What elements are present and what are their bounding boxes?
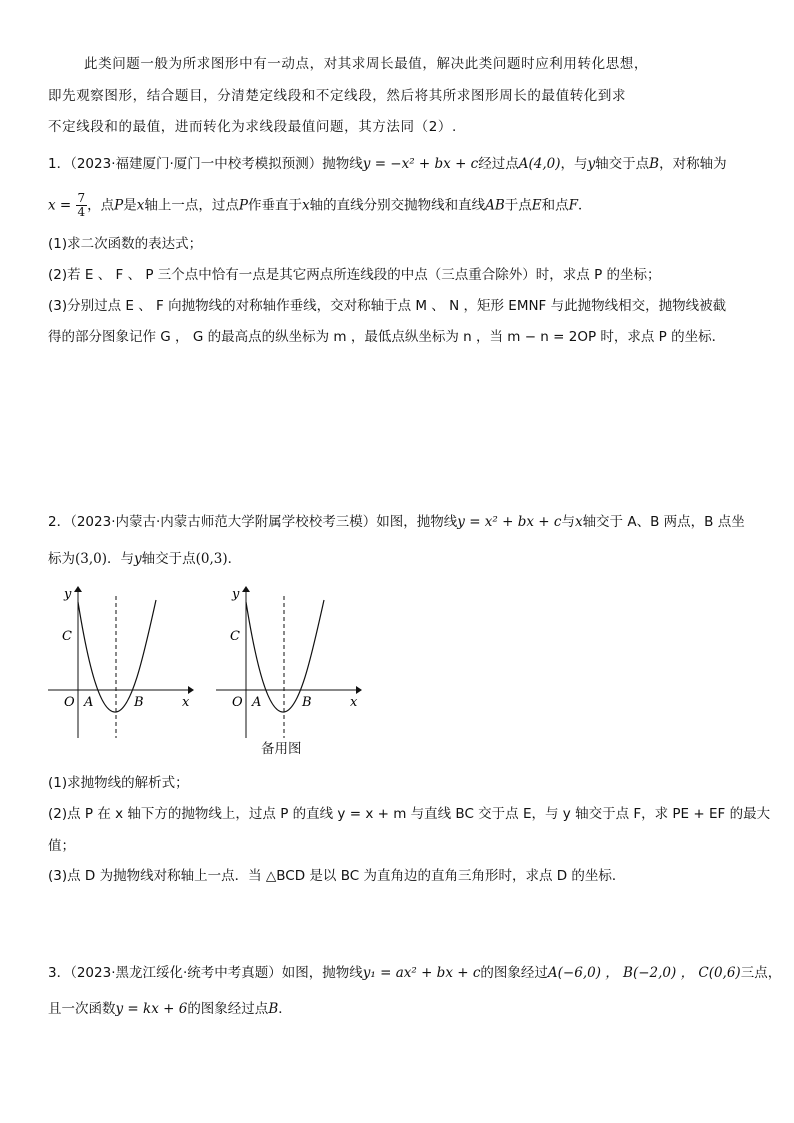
text: ．: [227, 551, 242, 567]
var-y: y: [134, 551, 142, 567]
problem-3-line-2: [48, 999, 292, 1019]
text: 轴交于 A、B 两点，B 点坐: [582, 514, 745, 530]
var-f: F: [568, 197, 578, 214]
text: ．与: [107, 551, 135, 567]
var-ab: AB: [485, 197, 505, 214]
problem-2-question-2-a: (2)点 P 在 x 轴下方的抛物线上，过点 P 的直线 y = x + m 与直线 BC 交于点 E，与 y 轴交于点 F，求 PE + EF 的最大: [48, 806, 771, 822]
axis-eq: x =: [48, 197, 72, 214]
label-a: A: [252, 695, 262, 710]
text: 轴的直线分别交抛物线和直线: [309, 197, 486, 214]
problem-2-question-1: (1)求抛物线的解析式；: [48, 775, 189, 791]
label-c: C: [230, 629, 240, 644]
label-c: C: [62, 629, 72, 644]
problem-1-parabola: y = −x² + bx + c: [362, 156, 479, 172]
var-y: y: [587, 156, 596, 172]
parabola-figure-1: [44, 582, 194, 742]
problem-3-points: A(−6,0) ， B(−2,0) ， C(0,6): [547, 965, 741, 981]
point-a: A(4,0): [518, 156, 561, 172]
problem-3-linear: y = kx + 6: [115, 1001, 188, 1017]
var-x: x: [301, 197, 310, 214]
frac-den: 4: [77, 205, 86, 219]
x-axis-arrow-icon: [356, 686, 362, 694]
point-c: (0,3): [195, 551, 228, 567]
problem-2-question-2-b: 值；: [48, 838, 75, 854]
problem-2-line-1: [48, 512, 745, 532]
var-p: P: [114, 197, 124, 214]
problem-1-line-1: [48, 154, 727, 174]
problem-2-question-3: (3)点 D 为抛物线对称轴上一点．当 △BCD 是以 BC 为直角边的直角三角形时，求点 D 的坐标．: [48, 868, 626, 884]
var-b: B: [268, 1001, 279, 1017]
text: 的图象经过: [480, 965, 548, 981]
label-o: O: [64, 695, 75, 710]
problem-1-line-2: [48, 192, 592, 219]
label-x: x: [182, 695, 190, 710]
label-b: B: [134, 695, 144, 710]
text: 是: [123, 197, 137, 214]
var-x: x: [136, 197, 145, 214]
label-y: y: [64, 587, 72, 602]
y-axis-arrow-icon: [242, 586, 250, 592]
text: ．: [578, 197, 592, 214]
text: 轴交于点: [141, 551, 196, 567]
label-b: B: [302, 695, 312, 710]
text: 经过点: [478, 156, 519, 172]
label-y: y: [232, 587, 240, 602]
problem-2-source: 2．（2023·内蒙古·内蒙古师范大学附属学校校考三模）如图，抛物线: [48, 514, 458, 530]
problem-3-parabola: y₁ = ax² + bx + c: [362, 965, 481, 981]
label-o: O: [232, 695, 243, 710]
intro-line-1: 此类问题一般为所求图形中有一动点，对其求周长最值，解决此类问题时应利用转化思想，: [84, 56, 648, 72]
text: 轴上一点，过点: [144, 197, 239, 214]
var-p: P: [238, 197, 248, 214]
text: 轴交于点: [595, 156, 650, 172]
text: ，与: [560, 156, 588, 172]
var-e: E: [531, 197, 542, 214]
problem-1-source: 1．（2023·福建厦门·厦门一中校考模拟预测）抛物线: [48, 156, 363, 172]
text: 作垂直于: [247, 197, 302, 214]
figure-caption: 备用图: [261, 741, 302, 757]
fraction-7-4: [76, 192, 88, 219]
intro-line-3: 不定线段和的最值，进而转化为求线段最值问题，其方法同（2）.: [48, 119, 457, 135]
text: 标为: [48, 551, 75, 567]
problem-1-question-1: (1)求二次函数的表达式；: [48, 236, 203, 252]
frac-num: 7: [77, 191, 86, 205]
var-b: B: [649, 156, 660, 172]
text: 三点，: [740, 965, 782, 981]
label-x: x: [350, 695, 358, 710]
var-x: x: [574, 514, 583, 530]
problem-1-question-3-a: (3)分别过点 E 、 F 向抛物线的对称轴作垂线，交对称轴于点 M 、 N ，矩形 EMNF 与此抛物线相交，抛物线被截: [48, 298, 727, 314]
problem-3-source: 3．（2023·黑龙江绥化·统考中考真题）如图，抛物线: [48, 965, 363, 981]
problem-2-line-2: [48, 549, 241, 569]
intro-line-2: 即先观察图形，结合题目，分清楚定线段和不定线段，然后将其所求图形周长的最值转化到求: [48, 88, 627, 104]
text: ，对称轴为: [659, 156, 727, 172]
point-b: (3,0): [75, 551, 108, 567]
parabola-figure-2: [212, 582, 362, 742]
y-axis-arrow-icon: [74, 586, 82, 592]
text: 于点: [504, 197, 532, 214]
problem-2-parabola: y = x² + bx + c: [457, 514, 562, 530]
text: ，点: [87, 197, 115, 214]
text: 的图象经过点: [187, 1001, 269, 1017]
text: 且一次函数: [48, 1001, 116, 1017]
text: 与: [561, 514, 575, 530]
problem-1-question-3-b: 得的部分图象记作 G ， G 的最高点的纵坐标为 m ，最低点纵坐标为 n ，当 m − n = 2OP 时，求点 P 的坐标．: [48, 329, 726, 345]
problem-3-line-1: [48, 963, 781, 983]
x-axis-arrow-icon: [188, 686, 194, 694]
text: 和点: [541, 197, 569, 214]
problem-1-question-2: (2)若 E 、 F 、 P 三个点中恰有一点是其它两点所连线段的中点（三点重合除外）时，求点 P 的坐标；: [48, 267, 661, 283]
label-a: A: [84, 695, 94, 710]
text: ．: [278, 1001, 292, 1017]
